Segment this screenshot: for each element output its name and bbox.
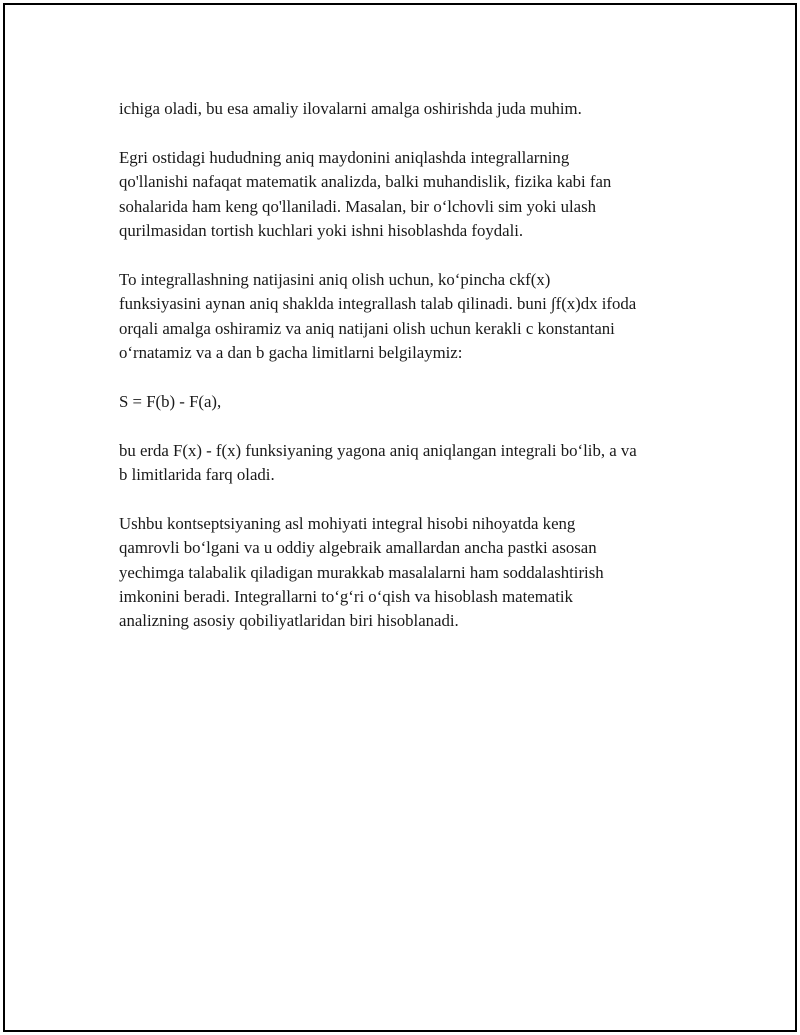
paragraph-applications: Egri ostidagi hududning aniq maydonini aniqlashda integrallarning qo'llanishi nafaqat matematik analizda, balki muhandislik, fizika kabi fan sohalarida ham keng qo'llaniladi. Masalan, bir o‘lchovli sim yoki ulash qurilmasidan tortish kuchlari yoki ishni hisoblashda foydali. — [119, 147, 612, 241]
page-frame — [3, 3, 797, 1032]
paragraph-integration-method: To integrallashning natijasini aniq olish uchun, ko‘pincha ckf(x) funksiyasini aynan aniq shaklda integrallash talab qilinadi. buni ∫f(x)dx ifoda orqali amalga oshiramiz va aniq natijani olish uchun kerakli c konstantani o‘rnatamiz va a dan b gacha limitlarni belgilaymiz: — [119, 269, 637, 363]
paragraph-continuation: ichiga oladi, bu esa amaliy ilovalarni amalga oshirishda juda muhim. — [119, 99, 582, 118]
formula-line: S = F(b) - F(a), — [119, 391, 222, 411]
paragraph-conclusion: Ushbu kontseptsiyaning asl mohiyati integral hisobi nihoyatda keng qamrovli bo‘lgani va u oddiy algebraik amallardan ancha pastki asosan yechimga talabalik qiladigan murakkab masalalarni ham soddalashtirish imkonini beradi. Integrallarni to‘g‘ri o‘qish va hisoblash matematik analizning asosiy qobiliyatlaridan biri hisoblanadi. — [119, 513, 604, 631]
document-body — [119, 97, 699, 658]
paragraph-formula-explanation: bu erda F(x) - f(x) funksiyaning yagona aniq aniqlangan integrali bo‘lib, a va b limitlarida farq oladi. — [119, 440, 637, 485]
